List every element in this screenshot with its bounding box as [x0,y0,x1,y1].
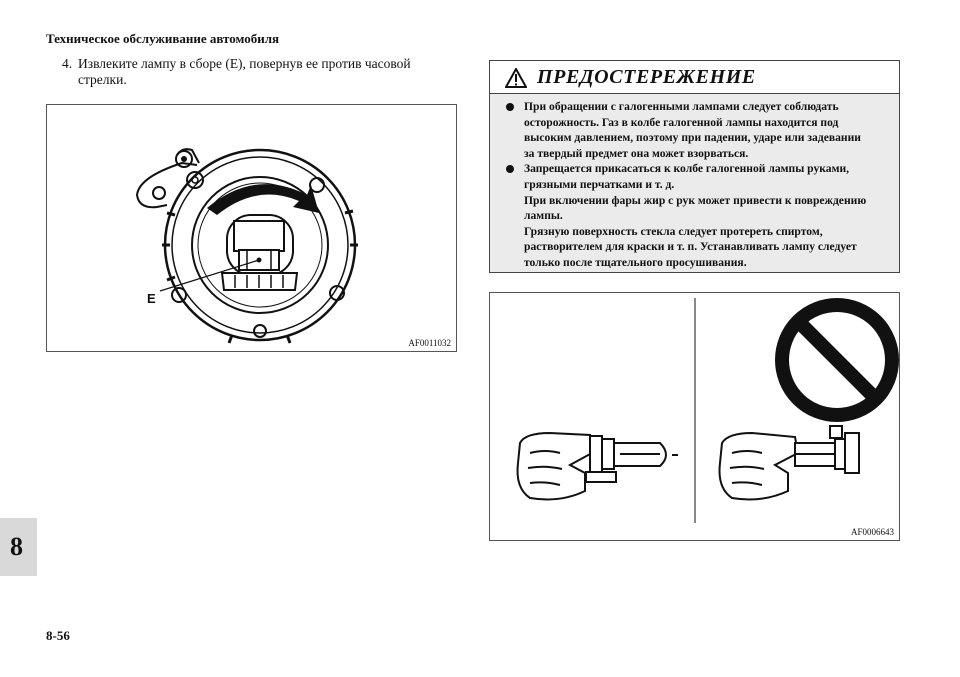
hand-touching-glass-illustration [720,426,860,499]
bullet-icon [506,165,514,173]
chapter-number: 8 [10,532,23,561]
prohibited-icon [782,305,892,415]
warning-item [504,99,891,161]
warning-box [489,60,900,273]
callout-label-e: E [147,291,156,306]
warning-line: грязными перчатками и т. д. [524,177,675,191]
bullet-icon [506,103,514,111]
warning-line: При включении фары жир с рук может привести к повреждению [524,193,867,207]
warning-title-bar [490,61,899,94]
warning-title: ПРЕДОСТЕРЕЖЕНИЕ [537,66,756,88]
warning-line: осторожность. Газ в колбе галогенной лампы находится под [524,115,839,129]
warning-line: высоким давлением, поэтому при падении, ударе или задевании [524,131,861,145]
hand-holding-base-illustration [518,433,679,499]
figure-code: AF0011032 [408,338,451,348]
step-number: 4. [62,56,73,71]
bulb-handling-illustration [490,293,901,542]
page-number: 8-56 [46,628,70,643]
warning-line: за твердый предмет она может взорваться. [524,146,749,160]
step-text-line-1: Извлеките лампу в сборе (E), повернув ее против часовой [78,56,411,71]
step-text-line-2: стрелки. [78,72,127,87]
figure-code: AF0006643 [850,527,894,537]
warning-line: Грязную поверхность стекла следует протереть спиртом, [524,224,823,238]
warning-item [504,161,891,270]
headlamp-socket-illustration [47,105,458,353]
warning-line: растворителем для краски и т. п. Устанавливать лампу следует [524,240,857,254]
warning-list [490,94,899,271]
warning-line: лампы. [524,209,563,223]
warning-line: только после тщательного просушивания. [524,255,747,269]
warning-line: Запрещается прикасаться к колбе галогенной лампы руками, [524,162,850,176]
instruction-step [62,56,462,88]
chapter-tab [0,518,37,576]
section-header: Техническое обслуживание автомобиля [46,31,280,46]
warning-line: При обращении с галогенными лампами следует соблюдать [524,100,839,113]
figure-do-not-touch-bulb [489,292,900,541]
figure-headlamp-bulb-removal [46,104,457,352]
warning-triangle-icon [505,68,527,88]
